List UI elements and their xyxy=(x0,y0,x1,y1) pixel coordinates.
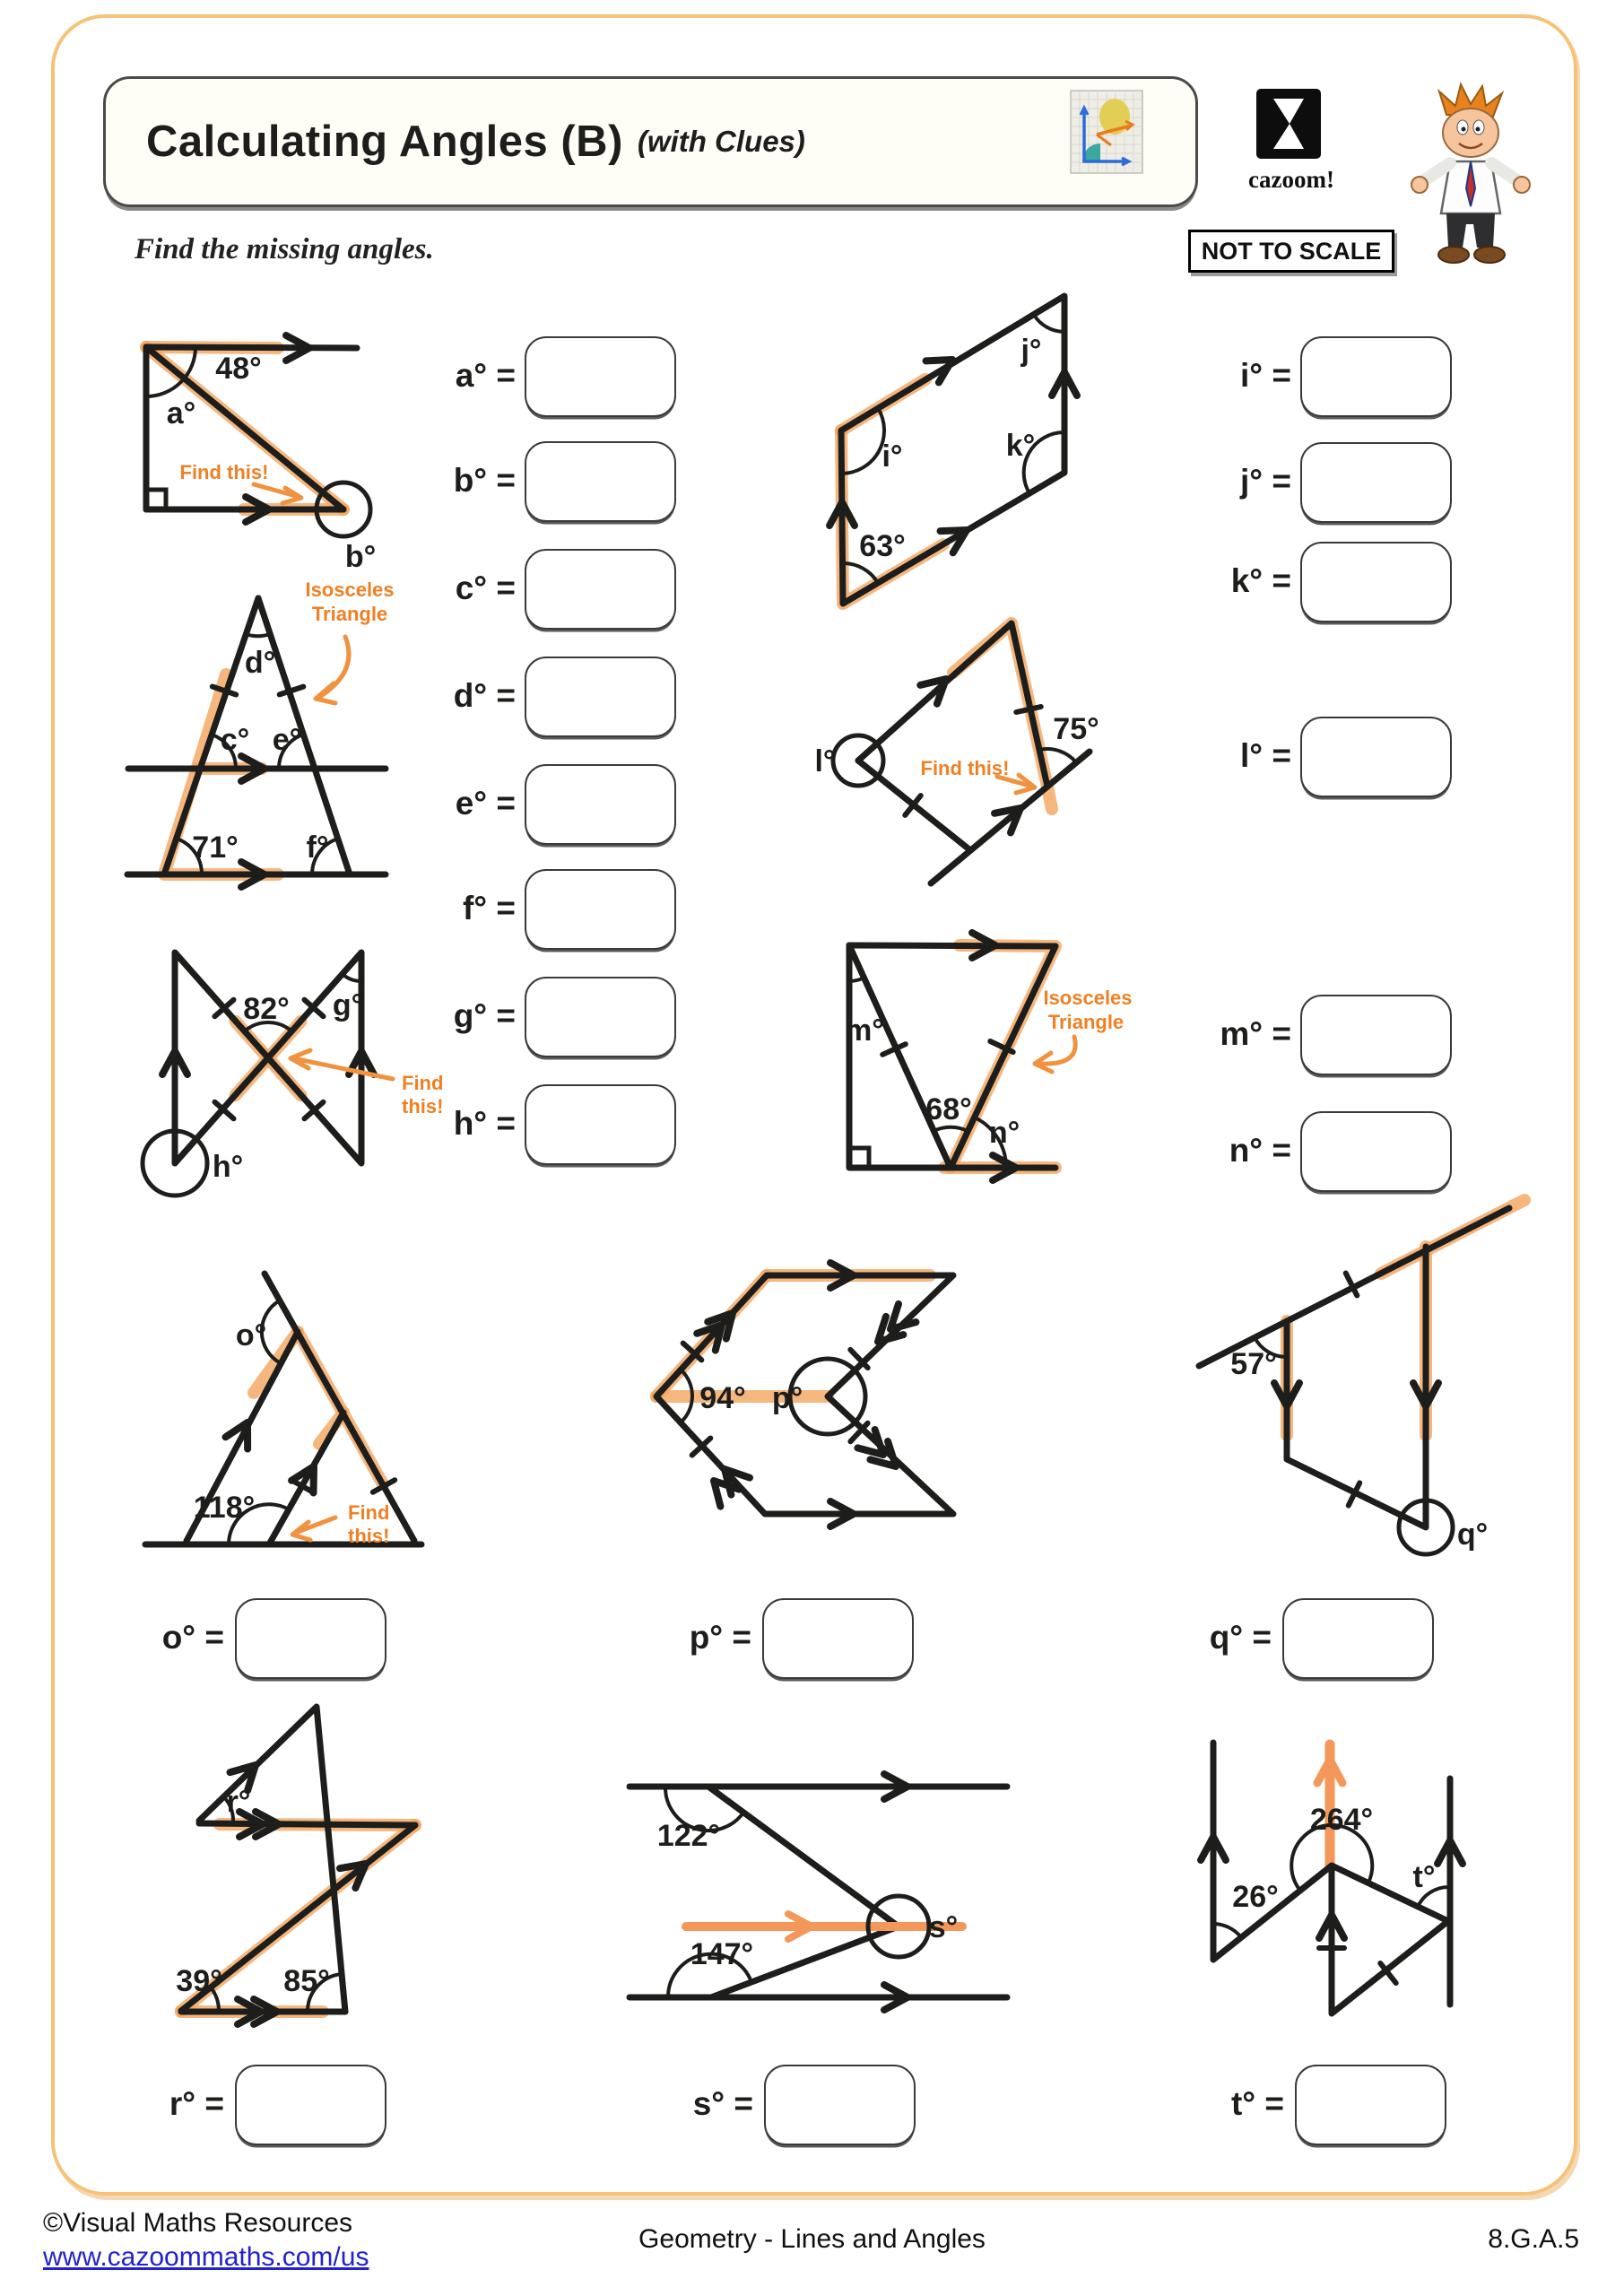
annotation-arrow xyxy=(254,484,301,503)
answer-box-b[interactable] xyxy=(525,441,676,522)
angle-label-q: q° xyxy=(1456,1518,1489,1552)
answer-label-l: l° = xyxy=(1240,737,1291,774)
answer-label-t: t° = xyxy=(1230,2085,1284,2122)
answer-box-p[interactable] xyxy=(762,1598,914,1679)
page-title: Calculating Angles (B) xyxy=(146,117,623,166)
edge xyxy=(849,945,1055,1168)
angle-arc xyxy=(934,1127,968,1131)
answer-box-e[interactable] xyxy=(525,764,676,845)
angle-label-c: c° xyxy=(220,723,250,757)
angle-label-given: 48° xyxy=(215,352,262,386)
diagram-triangle-o xyxy=(145,1274,421,1547)
angle-label-given: 82° xyxy=(243,992,290,1026)
answer-label-o: o° = xyxy=(161,1619,224,1656)
angle-label-given: 85° xyxy=(283,1964,330,1998)
annotation-arrow xyxy=(292,1518,335,1540)
clue-note: Isosceles xyxy=(1043,987,1133,1009)
angle-label-a: a° xyxy=(166,396,196,430)
angle-label-given: 71° xyxy=(192,831,239,865)
angle-arc xyxy=(246,634,270,636)
diagram-zlines-r xyxy=(176,1707,415,2024)
edge xyxy=(849,945,1055,946)
angle-label-h: h° xyxy=(212,1150,244,1184)
answer-label-n: n° = xyxy=(1229,1132,1291,1169)
diagram-bowtie xyxy=(143,952,443,1196)
annotation-arrow xyxy=(316,637,349,703)
answer-box-a[interactable] xyxy=(525,336,676,417)
edge xyxy=(146,347,357,348)
answer-label-q: q° = xyxy=(1209,1619,1272,1656)
answer-label-d: d° = xyxy=(453,677,516,714)
angle-label-given: 63° xyxy=(859,529,906,563)
edge xyxy=(265,1274,414,1541)
angle-label-l: l° xyxy=(814,744,836,778)
answer-box-r[interactable] xyxy=(235,2065,386,2145)
angle-label-t: t° xyxy=(1412,1860,1436,1894)
diagram-wshape-t xyxy=(1201,1743,1463,2013)
angle-arc xyxy=(1213,1924,1241,1937)
answer-label-a: a° = xyxy=(455,357,516,394)
diagram-chevron xyxy=(656,1263,953,1526)
arrow-mark xyxy=(714,1481,739,1507)
page-subtitle: (with Clues) xyxy=(637,125,805,158)
answer-label-m: m° = xyxy=(1220,1015,1291,1052)
answer-box-g[interactable] xyxy=(525,977,676,1057)
answer-label-b: b° = xyxy=(453,462,516,499)
answer-box-i[interactable] xyxy=(1300,336,1452,417)
angle-label-p: p° xyxy=(771,1381,803,1415)
not-to-scale-badge: NOT TO SCALE xyxy=(1188,230,1394,273)
answer-label-j: j° = xyxy=(1240,463,1291,500)
angle-label-j: j° xyxy=(1020,334,1042,368)
find-this-note: Find this! xyxy=(179,461,269,483)
answer-box-s[interactable] xyxy=(764,2065,916,2145)
answer-box-q[interactable] xyxy=(1282,1598,1434,1679)
angle-label-given: 147° xyxy=(690,1937,754,1971)
answer-box-n[interactable] xyxy=(1300,1111,1452,1192)
angle-label-r: r° xyxy=(226,1785,251,1819)
answer-label-c: c° = xyxy=(455,570,516,606)
angle-label-given: 68° xyxy=(925,1092,972,1126)
diagram-zigzag-ab xyxy=(146,335,376,574)
instruction-text: Find the missing angles. xyxy=(135,233,434,265)
find-this-note: Find xyxy=(348,1501,390,1524)
footer-url-link[interactable]: www.cazoommaths.com/us xyxy=(43,2242,369,2272)
diagram-parallel-s xyxy=(630,1774,1007,2010)
answer-label-s: s° = xyxy=(692,2085,753,2122)
answer-box-c[interactable] xyxy=(525,549,676,630)
diagram-trapezoid-q xyxy=(1199,1200,1524,1554)
edge xyxy=(199,1823,415,1825)
angle-label-given: 26° xyxy=(1232,1880,1279,1914)
footer-topic: Geometry - Lines and Angles xyxy=(638,2224,986,2254)
answer-box-l[interactable] xyxy=(1300,717,1452,797)
highlight xyxy=(953,623,1052,809)
angle-label-s: s° xyxy=(928,1910,959,1944)
diagram-kite xyxy=(814,623,1099,883)
find-this-note: this! xyxy=(402,1095,444,1118)
answer-box-k[interactable] xyxy=(1300,542,1452,622)
answer-box-j[interactable] xyxy=(1300,442,1452,523)
angle-label-m: m° xyxy=(845,1013,884,1048)
angle-label-k: k° xyxy=(1005,429,1036,463)
footer-standard: 8.G.A.5 xyxy=(1488,2224,1579,2254)
answer-label-e: e° = xyxy=(455,785,516,822)
angle-label-given: 118° xyxy=(193,1491,256,1525)
edge xyxy=(849,945,1055,1168)
edge xyxy=(175,952,364,1163)
answer-box-d[interactable] xyxy=(525,657,676,737)
tick-mark xyxy=(280,687,304,695)
clue-note: Triangle xyxy=(1047,1011,1125,1033)
find-this-note: Find xyxy=(402,1072,444,1094)
angle-label-n: n° xyxy=(988,1116,1020,1150)
angle-label-given: 264° xyxy=(1309,1803,1374,1837)
answer-label-i: i° = xyxy=(1240,357,1291,394)
clue-note: Triangle xyxy=(311,603,388,625)
annotation-arrow xyxy=(291,1050,393,1079)
answer-label-g: g° = xyxy=(453,997,516,1034)
answer-box-f[interactable] xyxy=(525,869,676,950)
answer-box-o[interactable] xyxy=(235,1598,386,1679)
angle-label-given: 39° xyxy=(176,1964,222,1998)
angle-arc xyxy=(1034,315,1064,332)
footer-copyright: ©Visual Maths Resources xyxy=(43,2208,353,2238)
diagram-parallelogram xyxy=(829,296,1077,604)
answer-label-f: f° = xyxy=(462,890,516,926)
annotation-arrow xyxy=(997,775,1035,793)
angle-label-given: 122° xyxy=(656,1819,721,1853)
answer-label-r: r° = xyxy=(169,2085,224,2122)
annotation-arrow xyxy=(1035,1037,1075,1072)
angle-label-b: b° xyxy=(344,540,377,574)
angle-label-i: i° xyxy=(881,439,903,474)
angle-label-g: g° xyxy=(332,988,364,1022)
diagram-isosceles-parallel xyxy=(127,578,395,887)
find-this-note: Find this! xyxy=(920,757,1010,779)
brand-name: cazoom! xyxy=(1248,166,1334,193)
answer-box-m[interactable] xyxy=(1300,995,1452,1075)
angle-label-o: o° xyxy=(235,1318,267,1352)
angle-label-given: 75° xyxy=(1053,712,1099,746)
answer-box-t[interactable] xyxy=(1295,2065,1446,2145)
answer-box-h[interactable] xyxy=(525,1084,676,1165)
answer-label-h: h° = xyxy=(453,1105,516,1142)
angle-label-given: 57° xyxy=(1230,1347,1277,1381)
angle-label-f: f° xyxy=(306,831,329,865)
diagram-isosceles-mn xyxy=(845,933,1132,1180)
answer-label-k: k° = xyxy=(1230,562,1291,599)
find-this-note: this! xyxy=(348,1525,390,1547)
angle-label-d: d° xyxy=(244,646,276,680)
angle-label-e: e° xyxy=(272,723,302,757)
answer-label-p: p° = xyxy=(689,1619,751,1656)
clue-note: Isosceles xyxy=(305,578,395,601)
angle-label-given: 94° xyxy=(699,1381,746,1415)
